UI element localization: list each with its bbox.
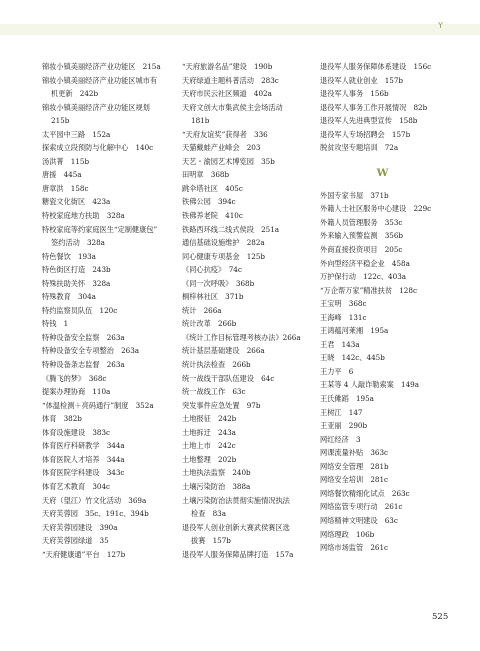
index-entry: 外来输入预警监测 356b <box>320 231 404 241</box>
index-entry: 181b <box>191 116 210 126</box>
index-entry: 《同心抗疫》 74c <box>182 265 242 275</box>
index-entry: 王君 143a <box>320 339 360 349</box>
index-entry: 田明章 368b <box>182 170 230 180</box>
index-entry: 外向型经济平稳企业 458a <box>320 258 410 268</box>
index-entry: 天艺・渝园艺术博览园 35b <box>182 156 275 166</box>
index-entry: 拔赛 157b <box>191 536 231 546</box>
index-column-3-w-entries <box>320 189 460 555</box>
index-entry: 铁佛公园 394c <box>182 197 236 207</box>
index-entry: 网络餐饮精细化试点 263c <box>320 488 410 498</box>
index-entry: 215b <box>51 116 70 126</box>
index-entry: “体温检测＋亮码通行”制度 352a <box>42 400 154 410</box>
index-entry: 天府文创大市集武侯主会场活动 <box>182 102 283 112</box>
index-entry: 特殊教育 304a <box>42 292 96 302</box>
index-entry: 土壤污染防治 388a <box>182 481 251 491</box>
index-entry: 土壤污染防治法贯彻实施情况执法 <box>182 495 290 505</box>
index-entry: 网络监管专项行动 261c <box>320 502 403 512</box>
index-entry: 退役军人专场招聘会 157b <box>320 129 411 139</box>
index-entry: 汤洪菁 115b <box>42 156 90 166</box>
index-entry: 王力平 6 <box>320 366 354 376</box>
index-entry: 王宝明 368c <box>320 299 367 309</box>
index-entry: 退役军人先进典型宣传 158b <box>320 116 418 126</box>
index-entry: 体育医院学科建设 343c <box>42 468 125 478</box>
index-entry: 铁路西环线二线式侯段 251a <box>182 224 280 234</box>
index-entry: 唐章洪 158c <box>42 183 89 193</box>
index-entry: 王氏傩蹈 195a <box>320 394 374 404</box>
index-entry: 网络安全培训 281c <box>320 475 389 485</box>
section-letter-heading: W <box>376 166 389 179</box>
index-entry: 退役军人创业创新大赛武侯赛区选 <box>182 522 290 532</box>
index-entry: 统一战线干部队伍建设 64c <box>182 373 275 383</box>
index-entry: 体育医院人才培养 344a <box>42 454 125 464</box>
index-entry: 唐援 445a <box>42 170 82 180</box>
index-column-3-t-entries <box>320 60 460 155</box>
index-entry: 退役军人事务 156b <box>320 89 389 99</box>
index-entry: 体育医疗科研教学 344a <box>42 441 125 451</box>
index-column-1 <box>42 60 182 561</box>
index-entry: 天府芙蓉园 35c、191c、394b <box>42 509 149 519</box>
index-entry: 同心健康专项基金 125b <box>182 251 266 261</box>
index-entry: 王晓 142c、445b <box>320 353 385 363</box>
index-entry: 土地上市 242c <box>182 441 236 451</box>
index-entry: 网课流量补贴 363c <box>320 448 389 458</box>
index-entry: 特校家庭等约家庭医生“定制健康包” <box>42 224 158 234</box>
index-entry: 体育设施建设 383c <box>42 427 111 437</box>
index-entry: 退役军人就业创业 157b <box>320 75 404 85</box>
index-entry: 特种设备安全监察 263a <box>42 332 125 342</box>
index-entry: 王亚丽 290b <box>320 421 368 431</box>
index-entry: 网络安全管理 281b <box>320 461 389 471</box>
index-entry: 提案办理协商 110a <box>42 387 111 397</box>
index-entry: 土地报征 242b <box>182 414 237 424</box>
index-entry: 土地整理 202b <box>182 454 237 464</box>
index-entry: 脱贫攻坚专题培训 72a <box>320 143 399 153</box>
index-entry: 统计 266a <box>182 305 222 315</box>
index-entry: 锦妆小镇美丽经济产业功能区规划 <box>42 102 150 112</box>
index-entry: 太平园中三路 152a <box>42 129 111 139</box>
index-entry: 《统计工作目标管理考核办法》266a <box>182 332 301 342</box>
index-entry: 特种设备安全专项整治 263a <box>42 346 140 356</box>
index-entry: 跳伞塔社区 405c <box>182 183 243 193</box>
index-entry: 体育 382b <box>42 414 82 424</box>
header-band <box>0 24 480 35</box>
header-letter-mark: Y <box>438 21 443 30</box>
index-entry: 王树江 147 <box>320 407 363 417</box>
index-entry: 锦妆小镇美丽经济产业功能区 215a <box>42 62 161 71</box>
index-entry: 签约活动 328a <box>51 238 105 248</box>
index-entry: 退役军人服务保障品牌打造 157a <box>182 549 294 559</box>
index-entry: 土地拆迁 243a <box>182 427 236 437</box>
index-entry: 土地执法监察 240b <box>182 468 251 478</box>
index-entry: 《腾飞的梦》 368c <box>42 373 107 383</box>
index-entry: 《同一次呼吸》 368b <box>182 278 255 288</box>
index-entry: 特种设备条志监督 263a <box>42 360 125 370</box>
index-entry: 网络理政 106b <box>320 529 375 539</box>
index-column-2 <box>182 60 322 561</box>
index-entry: 特色街区打造 243b <box>42 265 111 275</box>
index-entry: 体育艺术教育 304c <box>42 481 111 491</box>
index-entry: 网络市场监管 261c <box>320 543 389 553</box>
index-entry: 探索成立段预防与化解中心 140c <box>42 143 154 153</box>
index-entry: 特色餐饮 193a <box>42 251 96 261</box>
index-entry: 天府芙蓉园建设 390a <box>42 522 118 532</box>
index-entry: 统计改革 266b <box>182 319 237 329</box>
index-entry: 统计基层基础建设 266a <box>182 346 265 356</box>
index-entry: 王某等 4 人敲诈勒索案 149a <box>320 380 420 390</box>
index-entry: 退役军人服务保障体系建设 156c <box>320 62 432 71</box>
index-entry: 统计执法检查 266b <box>182 360 251 370</box>
index-entry: 特钱 1 <box>42 319 69 329</box>
index-entry: 天府市民云社区频道 402a <box>182 89 272 99</box>
index-entry: 特约监察员队伍 120c <box>42 305 118 315</box>
index-entry: 桐梓林社区 371b <box>182 292 244 302</box>
index-entry: 特殊扶助关怀 328a <box>42 278 111 288</box>
index-entry: 网红经济 3 <box>320 434 361 444</box>
index-entry: 外商直接投资项目 205c <box>320 245 403 255</box>
index-entry: 王海峰 131c <box>320 312 367 322</box>
index-entry: 王鸿蕴河莱湘 195a <box>320 326 389 336</box>
index-entry: 检查 83a <box>191 509 226 519</box>
index-entry: 通信基础设施维护 282a <box>182 238 265 248</box>
index-column-3 <box>320 60 460 555</box>
index-entry: 外国专家书屋 371b <box>320 190 389 200</box>
index-entry: 天府绿道主题科普活动 283c <box>182 75 279 85</box>
index-entry: 铁佛养老院 410c <box>182 211 243 221</box>
index-entry: 锦妆小镇美丽经济产业功能区城市有 <box>42 75 158 85</box>
index-entry: 天猫戴蛙产业峰会 203 <box>182 143 261 153</box>
index-entry: 突发事件应急处置 97b <box>182 400 261 410</box>
index-entry: “天府友谊奖”获得者 336 <box>182 129 268 139</box>
index-entry: 网络精神文明建设 63c <box>320 515 398 525</box>
index-entry: 退役军人事务工作开展情况 82b <box>320 102 428 112</box>
index-entry: 万护保行动 122c、403a <box>320 272 407 282</box>
index-entry: “天府健康通”平台 127b <box>42 549 126 559</box>
index-entry: “万企帮万家”精准扶贫 128c <box>320 285 417 295</box>
index-entry: 外籍人员管理服务 353c <box>320 217 403 227</box>
index-entry: 天府（望江）竹文化活动 369a <box>42 495 147 505</box>
index-entry: 特校家庭地方扶助 328a <box>42 211 125 221</box>
index-entry: 天府芙蓉园绿道 35 <box>42 536 109 546</box>
index-entry: 糖瓷文化街区 423a <box>42 197 111 207</box>
page-number: 525 <box>432 612 449 622</box>
index-entry: 机更新 242b <box>51 89 99 99</box>
index-entry: 外籍人士社区服务中心建设 229c <box>320 204 432 214</box>
index-entry: “天府旅游名品”建设 190b <box>182 62 273 71</box>
index-entry: 统一战线工作 63c <box>182 387 246 397</box>
